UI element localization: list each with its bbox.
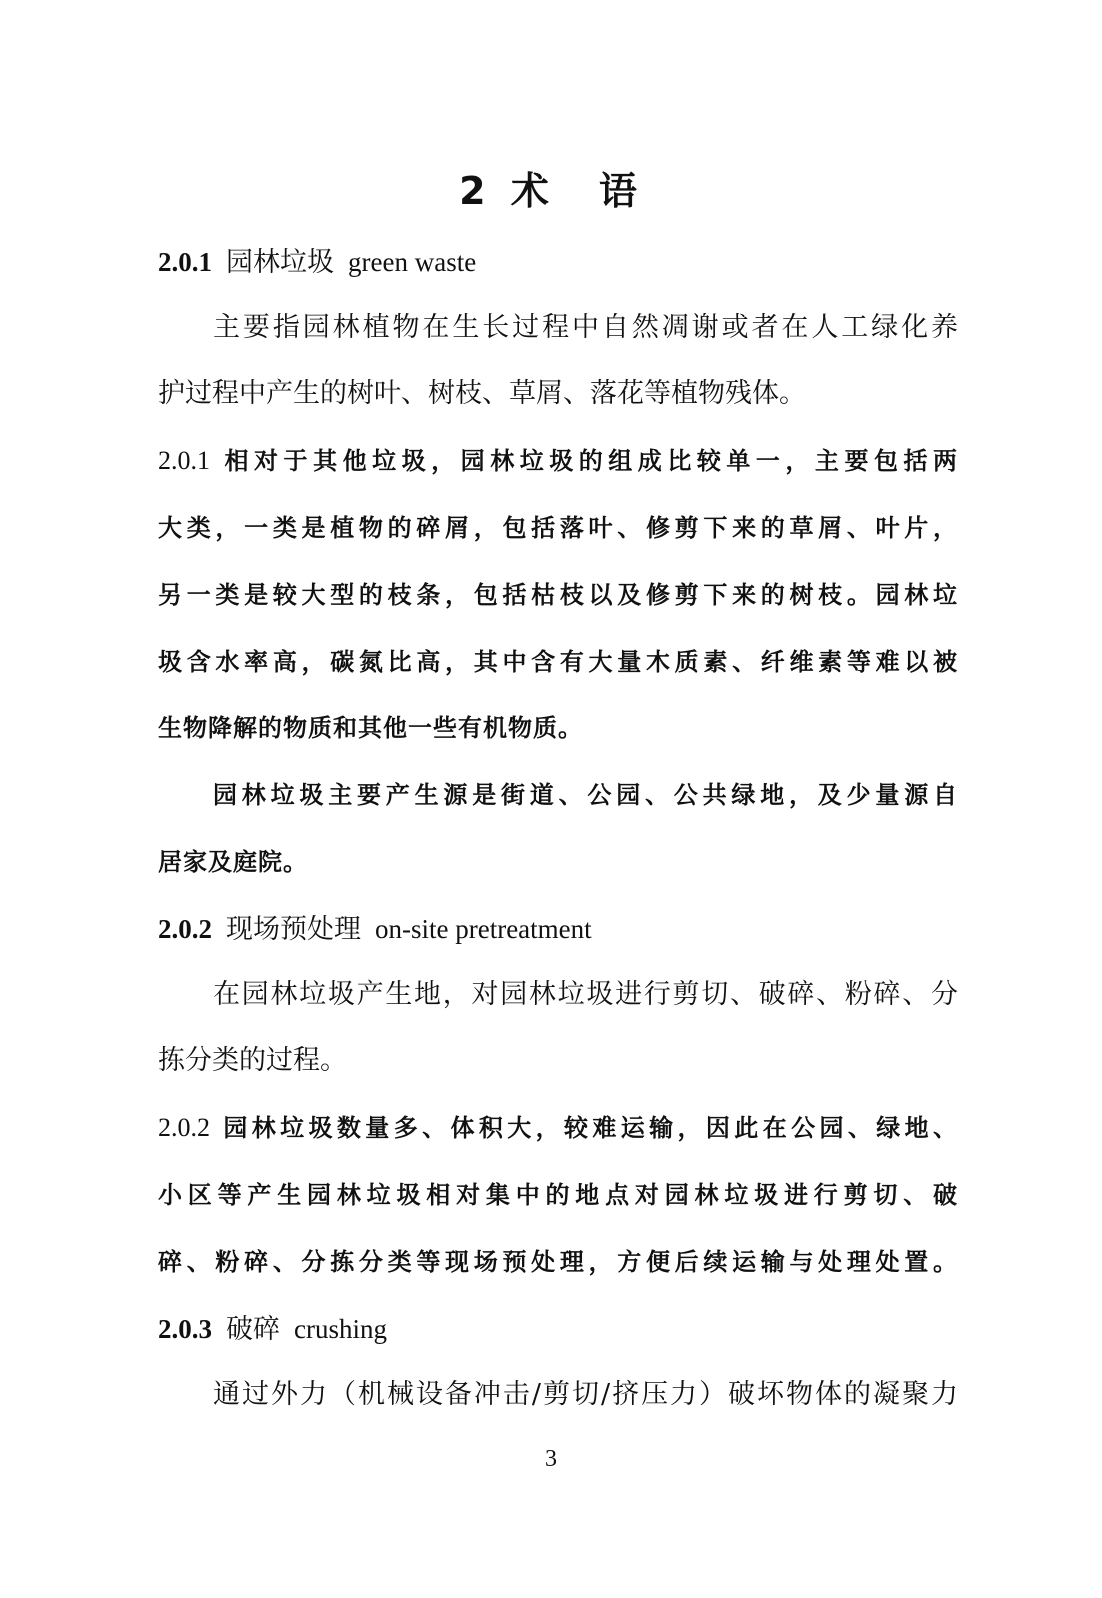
- explanation-line: 生物降解的物质和其他一些有机物质。: [158, 714, 583, 742]
- definition-line: 在园林垃圾产生地，对园林垃圾进行剪切、破碎、粉碎、分: [213, 979, 958, 1010]
- term-english: green waste: [348, 247, 477, 277]
- explanation-number: 2.0.1: [158, 446, 210, 475]
- term-number: 2.0.3: [158, 1314, 212, 1344]
- explanation-line: 大类，一类是植物的碎屑，包括落叶、修剪下来的草屑、叶片，: [158, 514, 958, 542]
- term-chinese: 现场预处理: [226, 914, 361, 945]
- term-heading-2-0-2: [158, 909, 958, 949]
- term-chinese: 破碎: [226, 1314, 280, 1345]
- explanation-line: 碎、粉碎、分拣分类等现场预处理，方便后续运输与处理处置。: [158, 1248, 958, 1276]
- explanation-line: 圾含水率高，碳氮比高，其中含有大量木质素、纤维素等难以被: [158, 648, 958, 676]
- page-number: 3: [545, 1446, 557, 1472]
- term-heading-2-0-1: [158, 242, 958, 282]
- term-english: crushing: [294, 1314, 387, 1344]
- term-heading-2-0-3: [158, 1309, 958, 1349]
- explanation-text: 相对于其他垃圾，园林垃圾的组成比较单一，主要包括两: [220, 447, 958, 475]
- term-english: on-site pretreatment: [375, 914, 592, 944]
- term-number: 2.0.2: [158, 914, 212, 944]
- explanation-line: 居家及庭院。: [158, 848, 308, 876]
- definition-line: 护过程中产生的树叶、树枝、草屑、落花等植物残体。: [158, 378, 806, 409]
- term-chinese: 园林垃圾: [226, 247, 334, 278]
- explanation-line: [158, 1108, 958, 1148]
- explanation-line: 园林垃圾主要产生源是街道、公园、公共绿地，及少量源自: [213, 781, 958, 809]
- explanation-number: 2.0.2: [158, 1113, 210, 1142]
- explanation-line: [158, 441, 958, 481]
- definition-line: 主要指园林植物在生长过程中自然凋谢或者在人工绿化养: [213, 312, 958, 343]
- explanation-text: 园林垃圾数量多、体积大，较难运输，因此在公园、绿地、: [220, 1114, 958, 1142]
- term-number: 2.0.1: [158, 247, 212, 277]
- explanation-line: 另一类是较大型的枝条，包括枯枝以及修剪下来的树枝。园林垃: [158, 581, 958, 609]
- definition-line: 拣分类的过程。: [158, 1045, 347, 1076]
- chapter-title: 2 术 语: [459, 169, 643, 213]
- definition-line: 通过外力（机械设备冲击/剪切/挤压力）破坏物体的凝聚力: [213, 1379, 958, 1410]
- explanation-line: 小区等产生园林垃圾相对集中的地点对园林垃圾进行剪切、破: [158, 1181, 958, 1209]
